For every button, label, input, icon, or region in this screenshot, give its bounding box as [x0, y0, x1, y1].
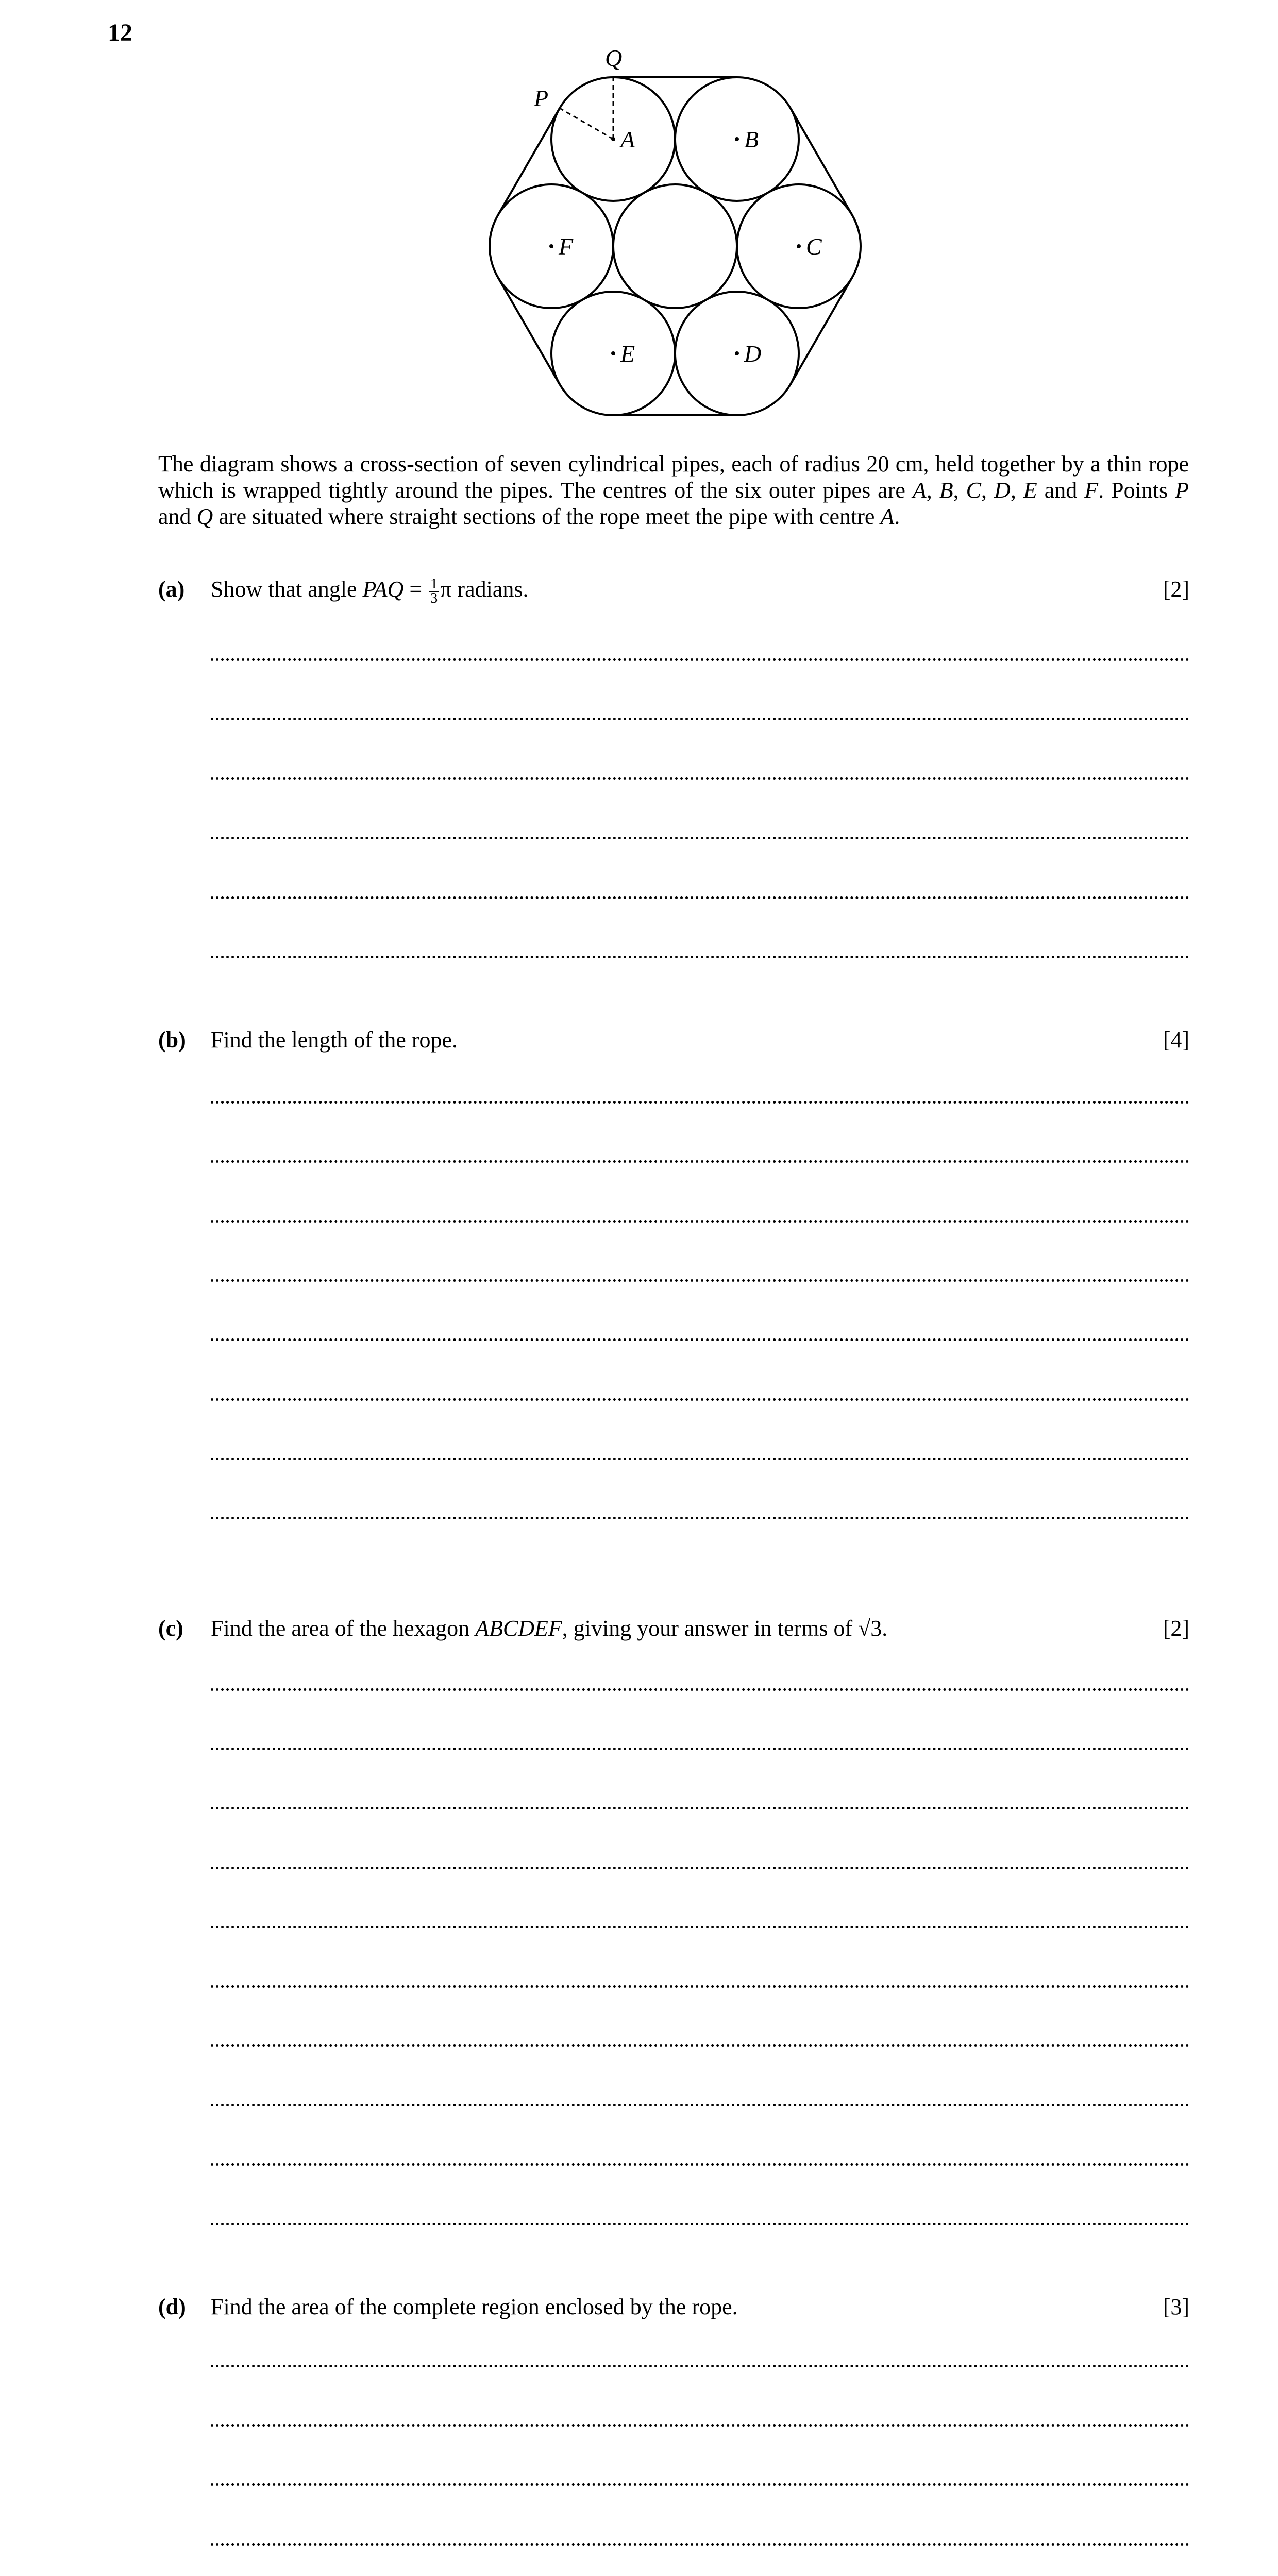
answer-line[interactable] [211, 956, 1189, 958]
answer-line[interactable] [211, 718, 1189, 720]
answer-line[interactable] [211, 2223, 1189, 2225]
answer-line[interactable] [211, 1748, 1189, 1750]
part-c-text: Find the area of the hexagon ABCDEF, giving your answer in terms of √3. [211, 1616, 888, 1641]
part-d-text: Find the area of the complete region enclosed by the rope. [211, 2294, 738, 2319]
label-C: C [806, 233, 822, 260]
page-number: 12 [108, 19, 132, 46]
part-d-label: (d) [158, 2294, 186, 2319]
answer-line[interactable] [211, 837, 1189, 839]
pipes-diagram [0, 0, 1278, 433]
answer-line[interactable] [211, 1807, 1189, 1809]
part-b-label: (b) [158, 1027, 186, 1053]
label-B: B [744, 126, 759, 152]
answer-line[interactable] [211, 2483, 1189, 2486]
answer-line[interactable] [211, 896, 1189, 899]
part-c-marks: [2] [1163, 1616, 1189, 1641]
answer-line[interactable] [211, 1867, 1189, 1869]
label-E: E [620, 341, 635, 367]
answer-line[interactable] [211, 2163, 1189, 2166]
pipe-centre [613, 184, 737, 308]
answer-line[interactable] [211, 1160, 1189, 1163]
part-a-label: (a) [158, 577, 185, 602]
answer-line[interactable] [211, 1517, 1189, 1519]
answer-line[interactable] [211, 1220, 1189, 1223]
answer-line[interactable] [211, 658, 1189, 661]
question-intro: The diagram shows a cross-section of seven cylindrical pipes, each of radius 20 cm, held together by a thin rope which is wrapped tightly around the pipes. The centres of the six outer pipes are A, B, C, D, E and F. Points P and Q are situated where straight sections of the rope meet the pipe with centre A. [158, 451, 1189, 529]
answer-line[interactable] [211, 1985, 1189, 1988]
answer-line[interactable] [211, 1926, 1189, 1928]
part-b-marks: [4] [1163, 1027, 1189, 1053]
label-A: A [620, 126, 635, 152]
answer-line[interactable] [211, 1398, 1189, 1401]
answer-line[interactable] [211, 1279, 1189, 1282]
answer-line[interactable] [211, 777, 1189, 780]
label-F: F [559, 233, 574, 260]
part-d-marks: [3] [1163, 2294, 1189, 2319]
answer-line[interactable] [211, 2543, 1189, 2546]
part-a-text: Show that angle PAQ = $\frac{1}{3}$ π radians. [211, 575, 529, 606]
fraction-one-third: $\frac{1}{3}$ [430, 575, 438, 606]
radius-AP [560, 108, 613, 139]
answer-line[interactable] [211, 1688, 1189, 1691]
answer-line[interactable] [211, 2424, 1189, 2427]
answer-line[interactable] [211, 2044, 1189, 2047]
label-D: D [744, 341, 762, 367]
answer-line[interactable] [211, 1101, 1189, 1104]
answer-line[interactable] [211, 1338, 1189, 1341]
answer-line[interactable] [211, 2104, 1189, 2106]
label-P: P [534, 85, 549, 111]
answer-line[interactable] [211, 2365, 1189, 2367]
part-c-label: (c) [158, 1616, 183, 1641]
label-Q: Q [605, 45, 623, 71]
answer-line[interactable] [211, 1458, 1189, 1460]
part-a-marks: [2] [1163, 577, 1189, 602]
part-b-text: Find the length of the rope. [211, 1027, 458, 1053]
